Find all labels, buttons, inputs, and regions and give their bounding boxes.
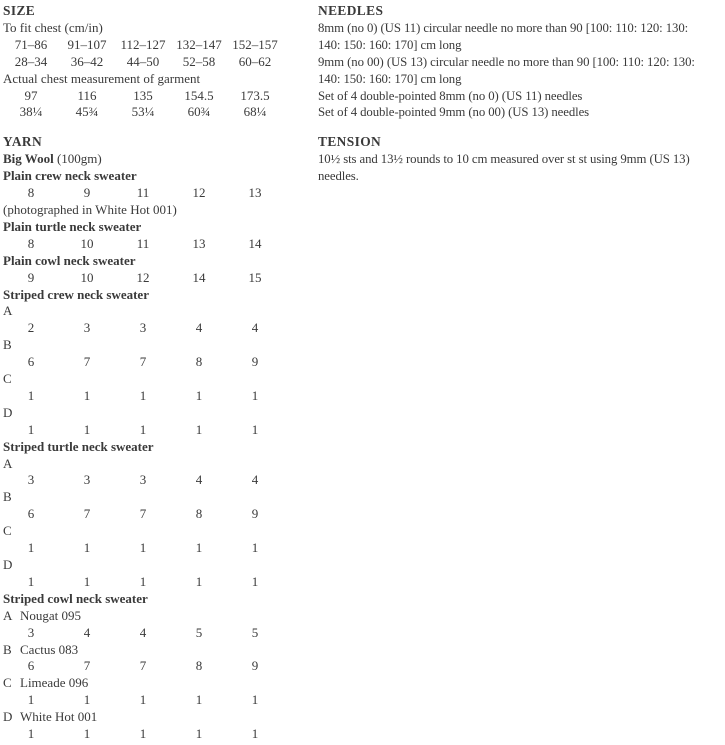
colour-letter: B <box>3 641 12 657</box>
yarn-quantity: 9 <box>251 354 259 370</box>
colour-shade-name: Limeade 096 <box>20 675 89 691</box>
yarn-quantity-row <box>3 625 283 642</box>
colour-row-label <box>3 608 306 625</box>
colour-letter: C <box>3 523 12 539</box>
size-actual-in-value: 38¼ <box>19 104 43 120</box>
yarn-quantity: 1 <box>139 692 147 708</box>
yarn-quantity: 3 <box>139 472 147 488</box>
yarn-quantity: 4 <box>195 472 203 488</box>
yarn-quantity: 8 <box>27 235 35 251</box>
size-to-fit-cm-value: 91–107 <box>67 36 107 52</box>
yarn-quantity: 3 <box>27 472 35 488</box>
yarn-quantity-row <box>3 472 283 489</box>
yarn-quantity: 5 <box>195 624 203 640</box>
yarn-quantity-row <box>3 185 283 202</box>
yarn-quantity-row <box>3 574 283 591</box>
size-actual-cm-value: 154.5 <box>184 87 214 103</box>
yarn-quantity: 1 <box>195 692 203 708</box>
yarn-quantity: 7 <box>83 506 91 522</box>
yarn-quantity-row <box>3 540 283 557</box>
size-heading: SIZE <box>3 3 36 18</box>
yarn-quantity: 1 <box>139 421 147 437</box>
yarn-quantity: 11 <box>136 185 150 201</box>
yarn-quantity: 1 <box>251 692 259 708</box>
yarn-quantity: 1 <box>83 573 91 589</box>
yarn-quantity: 1 <box>27 573 35 589</box>
size-actual-cm-value: 173.5 <box>240 87 270 103</box>
size-to-fit-cm-value: 132–147 <box>176 36 222 52</box>
colour-shade-name: Cactus 083 <box>20 641 79 657</box>
colour-row-label <box>3 405 306 422</box>
yarn-section <box>3 134 306 743</box>
yarn-quantity: 8 <box>195 658 203 674</box>
size-actual-cm-value: 116 <box>77 87 97 103</box>
size-to-fit-in-value: 52–58 <box>182 53 216 69</box>
size-to-fit-label: To fit chest (cm/in) <box>3 19 103 35</box>
size-section <box>3 3 306 121</box>
colour-row-label <box>3 456 306 473</box>
yarn-quantity: 1 <box>251 726 259 742</box>
yarn-quantity: 1 <box>139 387 147 403</box>
yarn-quantity: 6 <box>27 658 35 674</box>
yarn-quantity: 12 <box>136 269 150 285</box>
yarn-quantity: 13 <box>248 185 262 201</box>
yarn-quantity: 4 <box>83 624 91 640</box>
yarn-quantity-row <box>3 658 283 675</box>
tension-line: 10½ sts and 13½ rounds to 10 cm measured over st st using 9mm (US 13) <box>318 152 690 167</box>
colour-letter: D <box>3 557 13 572</box>
colour-row-label <box>3 642 306 659</box>
size-to-fit-in-value: 44–50 <box>126 53 160 69</box>
yarn-quantity: 1 <box>27 540 35 556</box>
colour-row-label <box>3 371 306 388</box>
column-left <box>3 3 306 743</box>
needle-item-line: 9mm (no 00) (US 13) circular needle no more than 90 [100: 110: 120: 130: <box>318 54 695 69</box>
colour-row-label <box>3 523 306 540</box>
yarn-quantity: 9 <box>251 506 259 522</box>
size-to-fit-cm-value: 152–157 <box>232 36 278 52</box>
colour-letter: D <box>3 404 13 420</box>
yarn-quantity: 7 <box>139 354 147 370</box>
yarn-quantity: 1 <box>27 692 35 708</box>
yarn-quantity: 1 <box>195 726 203 742</box>
yarn-quantity-row <box>3 270 283 287</box>
needle-item-line: 8mm (no 0) (US 11) circular needle no more than 90 [100: 110: 120: 130: <box>318 20 689 35</box>
yarn-quantity: 4 <box>195 320 203 336</box>
colour-row-label <box>3 709 306 726</box>
yarn-quantity: 1 <box>139 573 147 589</box>
tension-text <box>318 151 725 185</box>
needle-item-line: 140: 150: 160: 170] cm long <box>318 71 462 86</box>
size-to-fit-cm-value: 112–127 <box>120 36 166 52</box>
tension-heading: TENSION <box>318 134 382 150</box>
yarn-quantity: 14 <box>192 269 206 285</box>
size-actual-label: Actual chest measurement of garment <box>3 70 201 86</box>
yarn-quantity: 3 <box>139 320 147 336</box>
yarn-quantity: 1 <box>83 421 91 437</box>
colour-letter: A <box>3 455 13 471</box>
yarn-quantity: 8 <box>195 354 203 370</box>
colour-shade-name: White Hot 001 <box>20 709 98 725</box>
size-actual-in-value: 60¾ <box>187 104 211 120</box>
yarn-group-title: Plain turtle neck sweater <box>3 218 142 234</box>
colour-letter: D <box>3 709 13 725</box>
size-actual-cm-value: 135 <box>133 87 153 103</box>
yarn-quantity: 14 <box>248 235 262 251</box>
yarn-quantity: 13 <box>192 235 206 251</box>
yarn-quantity: 1 <box>27 726 35 742</box>
yarn-quantity: 3 <box>83 472 91 488</box>
size-to-fit-cm-row <box>3 37 283 54</box>
yarn-quantity: 1 <box>83 726 91 742</box>
yarn-group-title: Striped turtle neck sweater <box>3 438 154 454</box>
yarn-quantity: 7 <box>83 658 91 674</box>
size-actual-in-value: 45¾ <box>75 104 99 120</box>
yarn-quantity: 1 <box>251 573 259 589</box>
yarn-quantity-row <box>3 236 283 253</box>
yarn-quantity-row <box>3 692 283 709</box>
yarn-quantity: 11 <box>136 235 150 251</box>
needles-heading: NEEDLES <box>318 3 384 18</box>
size-actual-in-value: 53¼ <box>131 104 155 120</box>
yarn-quantity: 7 <box>139 506 147 522</box>
yarn-quantity: 9 <box>27 269 35 285</box>
yarn-quantity: 1 <box>27 421 35 437</box>
size-actual-in-value: 68¼ <box>243 104 267 120</box>
yarn-quantity: 1 <box>139 726 147 742</box>
size-to-fit-cm-value: 71–86 <box>14 36 48 52</box>
colour-row-label <box>3 303 306 320</box>
yarn-quantity: 3 <box>83 320 91 336</box>
size-actual-cm-value: 97 <box>24 87 38 103</box>
yarn-quantity: 9 <box>83 185 91 201</box>
yarn-quantity: 1 <box>27 387 35 403</box>
colour-letter: A <box>3 607 13 623</box>
size-to-fit-in-value: 28–34 <box>14 53 48 69</box>
yarn-quantity: 2 <box>27 320 35 336</box>
yarn-quantity: 10 <box>80 269 94 285</box>
yarn-quantity-row <box>3 354 283 371</box>
yarn-quantity-row <box>3 726 283 743</box>
yarn-quantity: 4 <box>139 624 147 640</box>
photographed-note: (photographed in White Hot 001) <box>3 201 177 217</box>
colour-letter: A <box>3 303 13 319</box>
yarn-quantity: 4 <box>251 320 259 336</box>
yarn-group-title: Striped cowl neck sweater <box>3 590 148 606</box>
needle-item-line: Set of 4 double-pointed 8mm (no 0) (US 11) needles <box>318 88 583 103</box>
needle-item-line: Set of 4 double-pointed 9mm (no 00) (US 13) needles <box>318 105 590 120</box>
yarn-quantity-row <box>3 422 283 439</box>
yarn-quantity: 3 <box>27 624 35 640</box>
yarn-quantity: 1 <box>83 692 91 708</box>
size-actual-cm-row <box>3 88 283 105</box>
yarn-quantity: 1 <box>251 421 259 437</box>
yarn-quantity: 4 <box>251 472 259 488</box>
yarn-quantity: 1 <box>195 387 203 403</box>
colour-letter: B <box>3 337 12 353</box>
yarn-group-title: Plain crew neck sweater <box>3 168 137 184</box>
yarn-quantity: 6 <box>27 354 35 370</box>
yarn-brand-name: Big Wool <box>3 151 54 167</box>
yarn-quantity: 5 <box>251 624 259 640</box>
yarn-quantity: 8 <box>195 506 203 522</box>
yarn-quantity: 10 <box>80 235 94 251</box>
needles-section <box>318 3 725 121</box>
yarn-quantity-row <box>3 320 283 337</box>
colour-letter: C <box>3 675 12 691</box>
colour-shade-name: Nougat 095 <box>20 607 82 623</box>
yarn-quantity: 1 <box>195 573 203 589</box>
column-right <box>318 3 725 185</box>
yarn-quantity: 1 <box>251 387 259 403</box>
size-to-fit-in-value: 36–42 <box>70 53 104 69</box>
yarn-heading: YARN <box>3 134 43 150</box>
tension-section <box>318 134 725 185</box>
yarn-quantity: 1 <box>139 540 147 556</box>
yarn-quantity: 7 <box>139 658 147 674</box>
needle-item-line: 140: 150: 160: 170] cm long <box>318 37 462 52</box>
yarn-quantity: 1 <box>83 387 91 403</box>
tension-line: needles. <box>318 169 359 184</box>
yarn-quantity-row <box>3 506 283 523</box>
yarn-brand-line <box>3 151 306 168</box>
yarn-quantity: 1 <box>195 421 203 437</box>
yarn-quantity: 6 <box>27 506 35 522</box>
size-to-fit-in-row <box>3 54 283 71</box>
yarn-quantity-row <box>3 388 283 405</box>
yarn-quantity: 7 <box>83 354 91 370</box>
yarn-quantity: 12 <box>192 185 206 201</box>
yarn-quantity: 15 <box>248 269 262 285</box>
yarn-quantity: 1 <box>195 540 203 556</box>
colour-row-label <box>3 675 306 692</box>
size-to-fit-in-value: 60–62 <box>238 53 272 69</box>
colour-letter: B <box>3 489 12 505</box>
colour-letter: C <box>3 371 12 387</box>
yarn-quantity: 8 <box>27 185 35 201</box>
yarn-quantity: 9 <box>251 658 259 674</box>
yarn-quantity: 1 <box>251 540 259 556</box>
yarn-groups <box>3 168 306 743</box>
size-actual-in-row <box>3 104 283 121</box>
colour-row-label <box>3 337 306 354</box>
needle-list <box>318 20 725 121</box>
yarn-group-title: Striped crew neck sweater <box>3 286 149 302</box>
yarn-brand-weight: (100gm) <box>56 151 102 167</box>
colour-row-label <box>3 557 306 574</box>
colour-row-label <box>3 489 306 506</box>
yarn-group-title: Plain cowl neck sweater <box>3 252 136 268</box>
yarn-quantity: 1 <box>83 540 91 556</box>
